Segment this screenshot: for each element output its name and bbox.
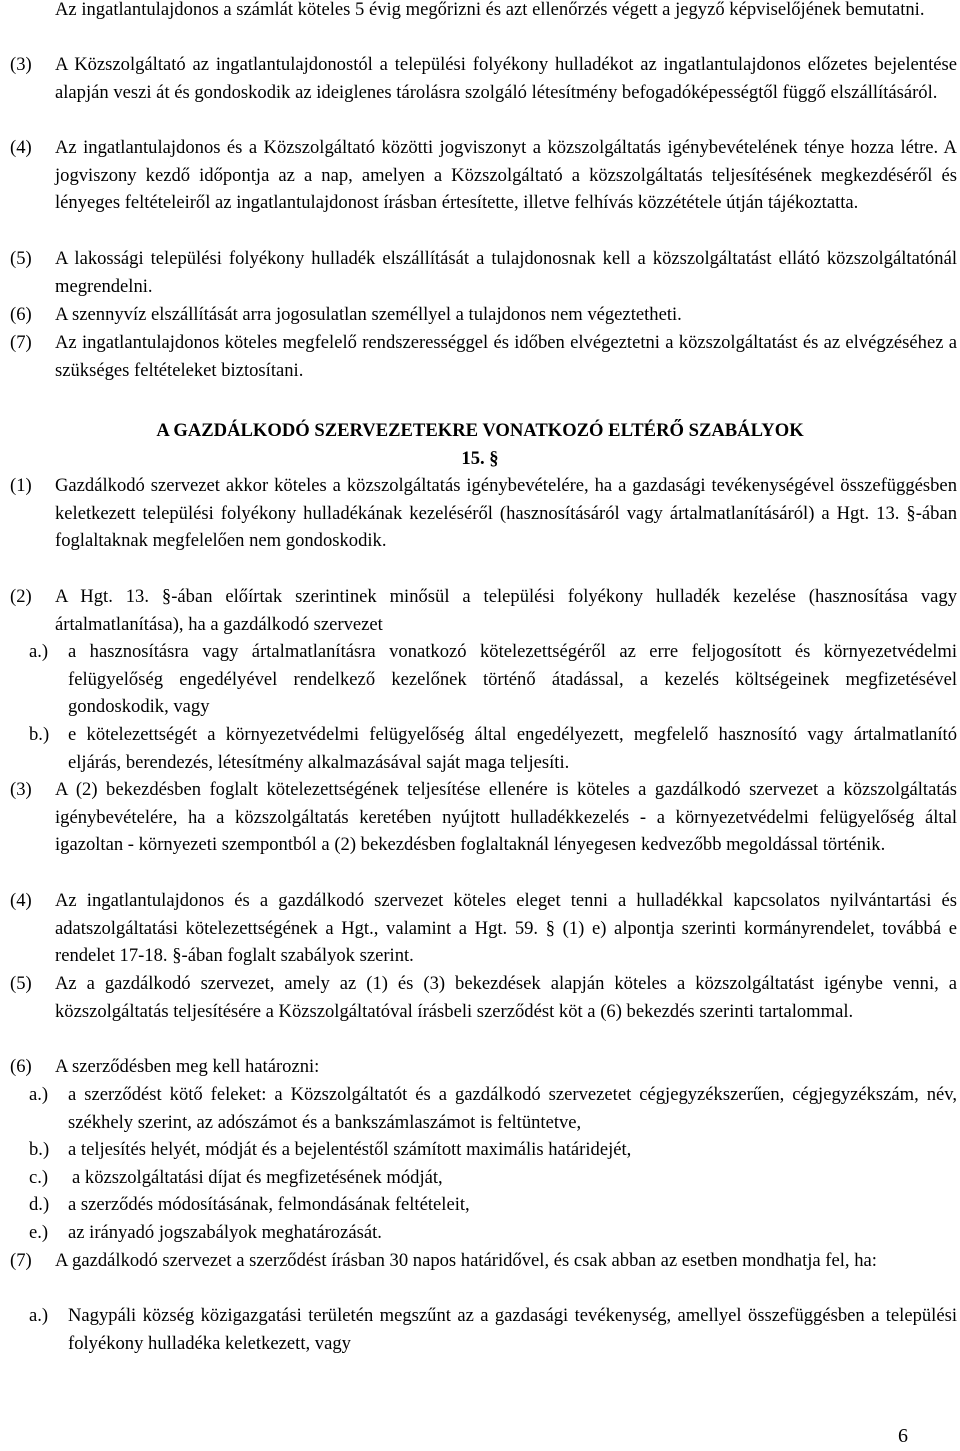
section-number: 15. § <box>461 448 499 469</box>
section-heading: A GAZDÁLKODÓ SZERVEZETEKRE VONATKOZÓ ELTÉRŐ SZABÁLYOK <box>156 420 804 441</box>
list-item-text: az irányadó jogszabályok meghatározását. <box>68 1222 382 1243</box>
paragraph-number: (6) <box>10 304 32 325</box>
list-item-label: b.) <box>29 1139 50 1160</box>
paragraph-text: Az a gazdálkodó szervezet, amely az (1) és (3) bekezdések alapján köteles a közszolgáltatást igénybe venni, a közszolgáltatás teljesítésére a Közszolgáltatóval írásbeli szerződést köt a (6) bekezdés szerinti tartalommal. <box>55 973 957 1022</box>
paragraph-number: (5) <box>10 248 32 269</box>
paragraph-number: (7) <box>10 332 32 353</box>
paragraph-number: (6) <box>10 1056 32 1077</box>
list-item-label: a.) <box>29 641 49 662</box>
list-item-text: a szerződést kötő feleket: a Közszolgáltatót és a gazdálkodó szervezetet cégjegyzékszerűen, cégjegyzékszám, név, székhely szerint, az adószámot és a bankszámlaszámot is feltüntetve, <box>68 1084 957 1133</box>
paragraph-text: Gazdálkodó szervezet akkor köteles a közszolgáltatás igénybevételére, ha a gazdasági tevékenységével összefüggésben keletkezett települési folyékony hulladékának kezeléséről (hasznosításáról vagy ártalmatlanításáról) a Hgt. 13. §-ában foglaltaknak megfelelően nem gondoskodik. <box>55 475 957 552</box>
paragraph-number: (3) <box>10 54 32 75</box>
paragraph-text: A szerződésben meg kell határozni: <box>55 1056 320 1077</box>
list-item-text: Nagypáli község közigazgatási területén megszűnt az a gazdasági tevékenység, amellyel összefüggésben a települési folyékony hulladéka keletkezett, vagy <box>68 1305 957 1354</box>
list-item-text: a szerződés módosításának, felmondásának feltételeit, <box>68 1194 470 1215</box>
list-item-label: a.) <box>29 1084 49 1105</box>
paragraph-number: (2) <box>10 586 32 607</box>
list-item-label: c.) <box>29 1167 49 1188</box>
intro-paragraph: Az ingatlantulajdonos a számlát köteles 5 évig megőrizni és azt ellenőrzés végett a jegyző képviselőjének bemutatni. <box>55 0 925 20</box>
paragraph-number: (7) <box>10 1250 32 1271</box>
paragraph-number: (1) <box>10 475 32 496</box>
list-item-text: a teljesítés helyét, módját és a bejelentéstől számított maximális határidejét, <box>68 1139 632 1160</box>
list-item-label: a.) <box>29 1305 49 1326</box>
list-item-label: b.) <box>29 724 50 745</box>
paragraph-text: A gazdálkodó szervezet a szerződést írásban 30 napos határidővel, és csak abban az esetben mondhatja fel, ha: <box>55 1250 877 1271</box>
list-item-text: a hasznosításra vagy ártalmatlanításra vonatkozó kötelezettségéről az erre feljogosított és környezetvédelmi felügyelőség engedélyével rendelkező kezelőnek történő átadással, a kezelés költségeinek megfizetésével gondoskodik, vagy <box>68 641 957 718</box>
list-item-text: a közszolgáltatási díjat és megfizetésének módját, <box>72 1167 443 1188</box>
list-item-label: e.) <box>29 1222 49 1243</box>
list-item-label: d.) <box>29 1194 50 1215</box>
paragraph-text: A szennyvíz elszállítását arra jogosulatlan személlyel a tulajdonos nem végeztetheti. <box>55 304 682 325</box>
paragraph-text: Az ingatlantulajdonos és a gazdálkodó szervezet köteles eleget tenni a hulladékkal kapcsolatos nyilvántartási és adatszolgáltatási kötelezettségének a Hgt., valamint a Hgt. 59. § (1) e) alpontja szerinti kormányrendelet, továbbá e rendelet 17-18. §-ában foglalt szabályok szerint. <box>55 890 957 967</box>
paragraph-text: A Közszolgáltató az ingatlantulajdonostól a települési folyékony hulladékot az ingatlantulajdonos előzetes bejelentése alapján veszi át és gondoskodik az ideiglenes tárolásra szolgáló létesítmény befogadóképességtől függő elszállításáról. <box>55 54 957 103</box>
page-number: 6 <box>898 1425 908 1447</box>
paragraph-text: A lakossági települési folyékony hulladék elszállítását a tulajdonosnak kell a közszolgáltatást ellátó közszolgáltatónál megrendelni. <box>55 248 957 297</box>
paragraph-text: Az ingatlantulajdonos köteles megfelelő rendszerességgel és időben elvégeztetni a közszolgáltatást és az elvégzéséhez a szükséges feltételeket biztosítani. <box>55 332 957 381</box>
paragraph-number: (5) <box>10 973 32 994</box>
paragraph-number: (4) <box>10 890 32 911</box>
paragraph-number: (4) <box>10 137 32 158</box>
paragraph-number: (3) <box>10 779 32 800</box>
paragraph-text: A (2) bekezdésben foglalt kötelezettségének teljesítése ellenére is köteles a gazdálkodó szervezet a közszolgáltatás igénybevételére, ha a közszolgáltatás keretében nyújtott hulladékkezelés - a környezetvédelmi felügyelőség által igazoltan - környezeti szempontból a (2) bekezdésben foglaltaknál lényegesen kedvezőbb megoldással történik. <box>55 779 957 856</box>
list-item-text: e kötelezettségét a környezetvédelmi felügyelőség által engedélyezett, megfelelő hasznosító vagy ártalmatlanító eljárás, berendezés, létesítmény alkalmazásával saját maga teljesíti. <box>68 724 957 773</box>
paragraph-text: A Hgt. 13. §-ában előírtak szerintinek minősül a települési folyékony hulladék kezelése (hasznosítása vagy ártalmatlanítása), ha a gazdálkodó szervezet <box>55 586 957 635</box>
paragraph-text: Az ingatlantulajdonos és a Közszolgáltató közötti jogviszonyt a közszolgáltatás igénybevételének ténye hozza létre. A jogviszony kezdő időpontja az a nap, amelyen a Közszolgáltató a közszolgáltatás teljesítésének megkezdéséről és lényeges feltételeiről az ingatlantulajdonost írásban értesítette, illetve felhívás közzététele útján tájékoztatta. <box>55 137 957 214</box>
